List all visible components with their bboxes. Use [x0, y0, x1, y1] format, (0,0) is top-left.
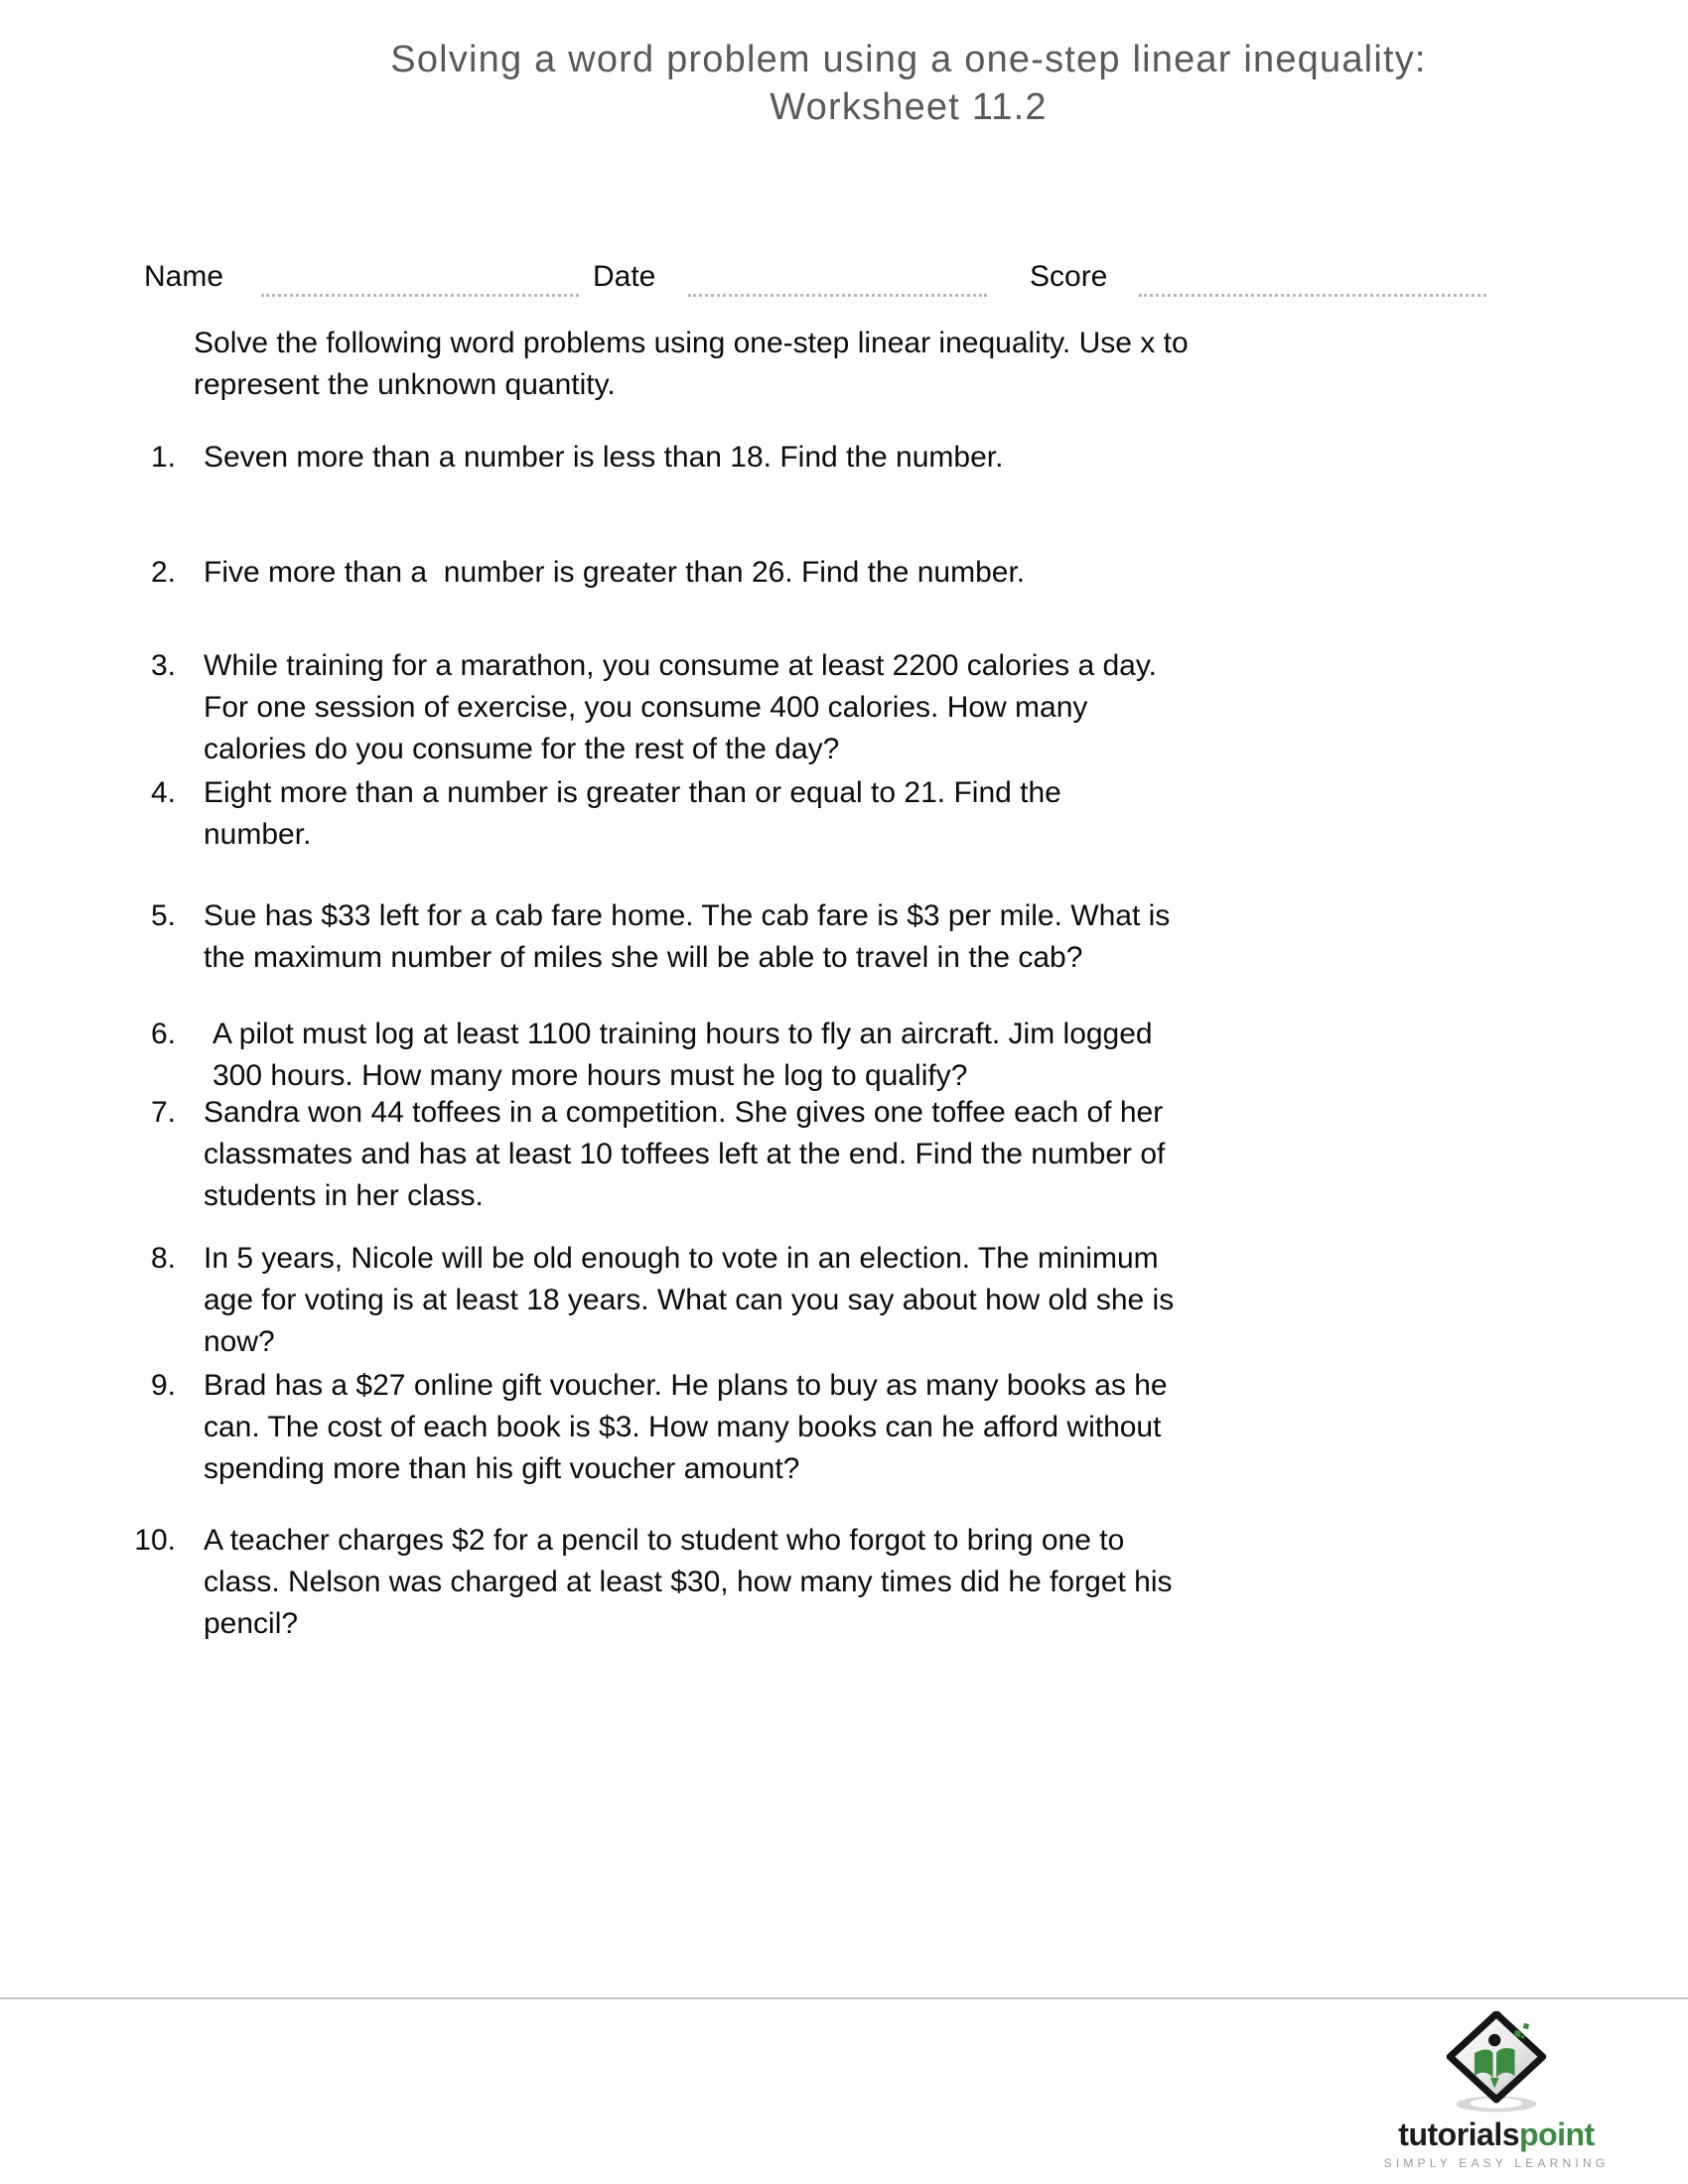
- problem-text: [204, 437, 1003, 478]
- problem-text: [204, 1520, 1173, 1645]
- problem-number: 9.: [150, 1369, 176, 1402]
- problem-number: 1.: [150, 441, 176, 474]
- problem-line: Sue has $33 left for a cab fare home. The cab fare is $3 per mile. What is: [204, 899, 1171, 932]
- problem-number: 10.: [134, 1524, 176, 1557]
- problem-text: [204, 772, 1061, 856]
- tutorialspoint-wordmark: [1347, 2116, 1645, 2153]
- problem-line: students in her class.: [204, 1179, 484, 1212]
- problem-line: can. The cost of each book is $3. How many books can he afford without: [204, 1411, 1162, 1443]
- problem-number: 2.: [150, 556, 176, 589]
- problem-number: 8.: [150, 1242, 176, 1275]
- problem-line: classmates and has at least 10 toffees left at the end. Find the number of: [204, 1138, 1166, 1170]
- problem-line: Sandra won 44 toffees in a competition. She gives one toffee each of her: [204, 1096, 1164, 1129]
- problem-number: 7.: [150, 1096, 176, 1129]
- problem-text: [204, 1365, 1168, 1490]
- problem-line: age for voting is at least 18 years. What can you say about how old she is: [204, 1284, 1175, 1316]
- instruction-line: Solve the following word problems using one-step linear inequality. Use x to: [194, 327, 1189, 359]
- wordmark-tutorials: tutorials: [1398, 2116, 1520, 2152]
- problem-number: 6.: [150, 1018, 176, 1050]
- problem-line: 300 hours. How many more hours must he log to qualify?: [212, 1059, 968, 1092]
- problem-text: [204, 552, 1025, 594]
- problem-line: now?: [204, 1325, 275, 1358]
- date-label: Date: [593, 260, 656, 293]
- problem-line: spending more than his gift voucher amount?: [204, 1452, 800, 1485]
- page-title-line1: Solving a word problem using a one-step linear inequality:: [390, 39, 1427, 80]
- problem-number: 4.: [150, 776, 176, 809]
- wordmark-point: point: [1519, 2116, 1595, 2152]
- problem-line: calories do you consume for the rest of the day?: [204, 733, 840, 765]
- score-label: Score: [1030, 260, 1108, 293]
- problem-line: pencil?: [204, 1607, 299, 1640]
- problem-text: [204, 1238, 1174, 1363]
- instruction-line: represent the unknown quantity.: [194, 368, 616, 401]
- name-blank-line: [261, 264, 579, 297]
- footer-divider: [0, 1997, 1688, 1999]
- problem-line: A teacher charges $2 for a pencil to student who forgot to bring one to: [204, 1524, 1125, 1557]
- problem-text: [204, 895, 1170, 979]
- page-title: [129, 36, 1688, 131]
- brand-tagline: SIMPLY EASY LEARNING: [1383, 2156, 1610, 2170]
- problem-line: While training for a marathon, you consume at least 2200 calories a day.: [204, 649, 1157, 682]
- problem-line: A pilot must log at least 1100 training hours to fly an aircraft. Jim logged: [212, 1018, 1153, 1050]
- problem-line: Brad has a $27 online gift voucher. He plans to buy as many books as he: [204, 1369, 1168, 1402]
- problem-line: For one session of exercise, you consume 400 calories. How many: [204, 691, 1088, 724]
- problem-text: [204, 1092, 1165, 1217]
- instructions-paragraph: [194, 323, 1189, 406]
- problem-text: [204, 645, 1157, 770]
- problem-line: number.: [204, 818, 312, 851]
- page-title-line2: Worksheet 11.2: [770, 86, 1048, 128]
- problem-line: class. Nelson was charged at least $30, how many times did he forget his: [204, 1566, 1173, 1598]
- problem-line: Five more than a number is greater than 26. Find the number.: [204, 556, 1026, 589]
- problem-line: the maximum number of miles she will be able to travel in the cab?: [204, 941, 1083, 974]
- date-blank-line: [688, 264, 987, 297]
- problem-number: 5.: [150, 899, 176, 932]
- tutorialspoint-logo-icon: [1437, 2011, 1556, 2115]
- problem-line: In 5 years, Nicole will be old enough to vote in an election. The minimum: [204, 1242, 1159, 1275]
- problem-number: 3.: [150, 649, 176, 682]
- score-blank-line: [1139, 264, 1486, 297]
- name-label: Name: [144, 260, 224, 293]
- problem-text: [204, 1014, 1153, 1097]
- problem-line: Seven more than a number is less than 18. Find the number.: [204, 441, 1004, 474]
- problem-line: Eight more than a number is greater than or equal to 21. Find the: [204, 776, 1061, 809]
